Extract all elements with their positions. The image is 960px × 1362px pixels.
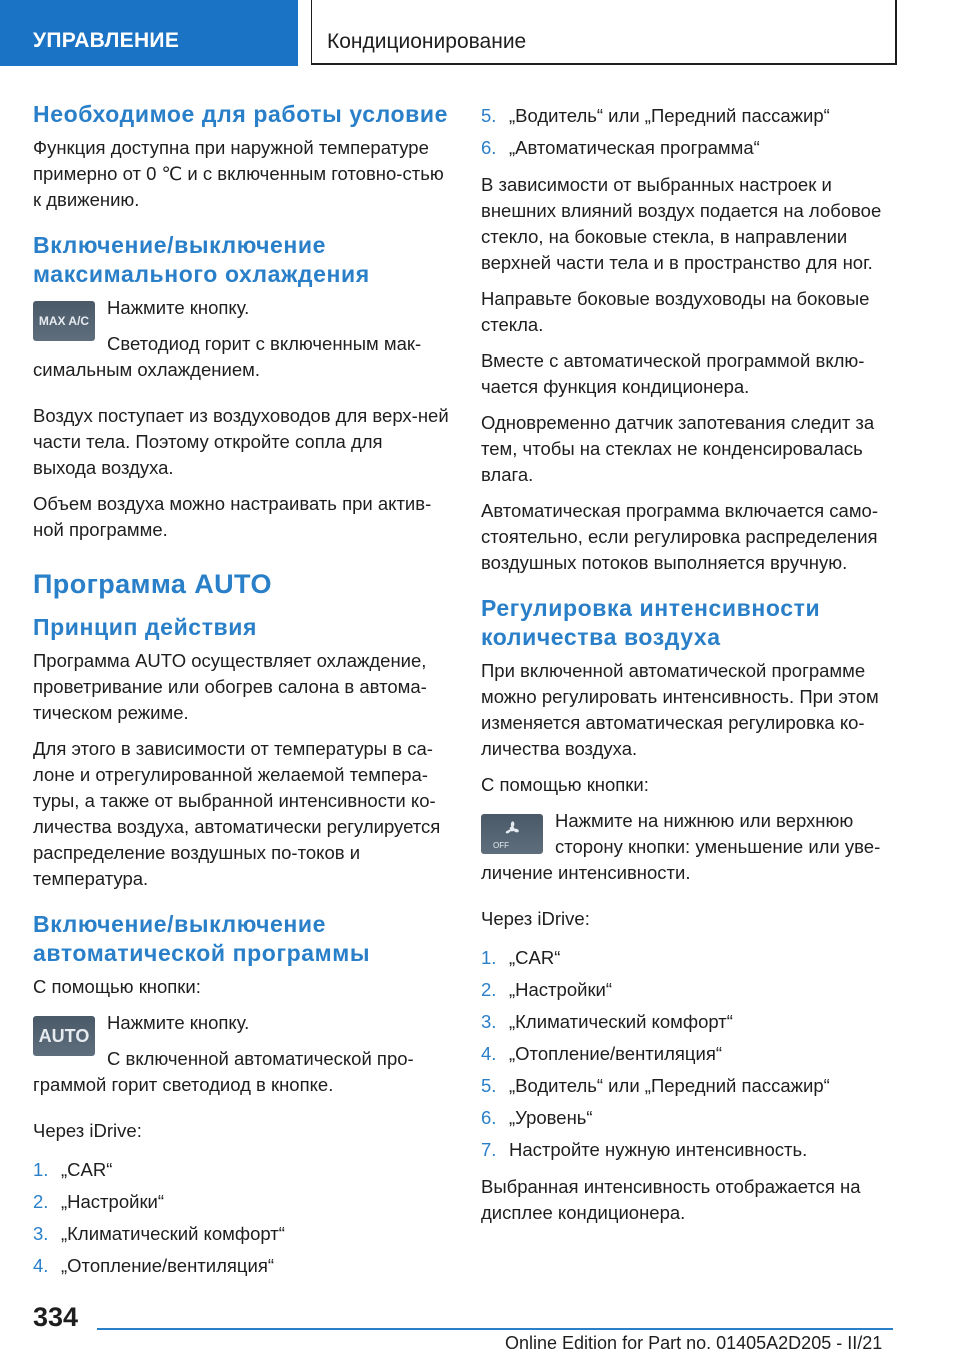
footer-edition: Online Edition for Part no. 01405A2D205 - II/21: [505, 1333, 883, 1353]
list-item: 1. „CAR“: [481, 947, 561, 968]
heading-auto-program: Программа AUTO: [33, 569, 272, 599]
left-column: [33, 100, 449, 1290]
paragraph-right-2: Направьте боковые воздуховоды на боковые стекла.: [481, 288, 870, 335]
paragraph-principle-1: Программа AUTO осуществляет охлаждение, проветривание или обогрев салона в автома-тическом режиме.: [33, 650, 427, 723]
max-ac-instruction: [33, 295, 449, 357]
list-item: 4. „Отопление/вентиляция“: [33, 1255, 275, 1276]
idrive-steps-continued: [481, 100, 897, 164]
list-item: 3. „Климатический комфорт“: [33, 1223, 285, 1244]
paragraph-right-1: В зависимости от выбранных настроек и внешних влияний воздух подается на лобовое стекло, на боковые стекла, в направлении верхней части тела и в пространство для ног.: [481, 174, 882, 273]
auto-led-text-cont: граммой горит светодиод в кнопке.: [33, 1074, 334, 1095]
list-item: 2. „Настройки“: [33, 1191, 165, 1212]
page-number: 334: [33, 1302, 79, 1332]
paragraph-volume: Объем воздуха можно настраивать при актив-ной программе.: [33, 493, 432, 540]
fan-press-text: Нажмите на нижнюю или верхнюю сторону кнопки: уменьшение или уве-: [555, 810, 881, 857]
list-item: 1. „CAR“: [33, 1159, 113, 1180]
fan-instruction: [481, 808, 897, 860]
heading-auto-onoff: Включение/выключение автоматической программы: [33, 911, 371, 966]
list-item: 5. „Водитель“ или „Передний пассажир“: [481, 1075, 830, 1096]
section-tab: [0, 0, 298, 66]
max-ac-press-text: Нажмите кнопку.: [107, 297, 250, 318]
auto-instruction: [33, 1010, 449, 1072]
idrive-steps-right: [481, 942, 897, 1166]
chapter-header: [311, 0, 897, 65]
fan-press-text-cont: личение интенсивности.: [481, 862, 691, 883]
heading-intensity: Регулировка интенсивности количества воздуха: [481, 595, 821, 650]
max-ac-button-icon: MAX A/C: [33, 301, 95, 341]
paragraph-condition: Функция доступна при наружной температуре примерно от 0 ℃ и с включенным готовно-стью к движению.: [33, 137, 444, 210]
heading-condition: Необходимое для работы условие: [33, 101, 449, 127]
footer-divider: [97, 1328, 893, 1330]
list-item: 6. „Автоматическая программа“: [481, 137, 760, 158]
list-item: 7. Настройте нужную интенсивность.: [481, 1139, 808, 1160]
idrive-steps-left: [33, 1154, 449, 1282]
paragraph-right-3: Вместе с автоматической программой вклю-чается функция кондиционера.: [481, 350, 865, 397]
heading-max-ac: Включение/выключение максимального охлаждения: [33, 232, 370, 287]
paragraph-principle-2: Для этого в зависимости от температуры в са-лоне и отрегулированной желаемой темпера-туры, а также от выбранной интенсивности ко-личества воздуха, автоматически регулируется распределение воздушных по-токов и температура.: [33, 738, 441, 889]
list-item: 3. „Климатический комфорт“: [481, 1011, 733, 1032]
section-title: УПРАВЛЕНИЕ: [33, 29, 180, 52]
paragraph-right-4: Одновременно датчик запотевания следит за тем, чтобы на стеклах не конденсировалась влага.: [481, 412, 875, 485]
chapter-title: Кондиционирование: [327, 30, 527, 53]
auto-button-icon: AUTO: [33, 1016, 95, 1056]
list-item: 4. „Отопление/вентиляция“: [481, 1043, 723, 1064]
heading-principle: Принцип действия: [33, 614, 258, 640]
paragraph-with-button-right: С помощью кнопки:: [481, 774, 649, 795]
list-item: 5. „Водитель“ или „Передний пассажир“: [481, 105, 830, 126]
max-ac-led-text: Светодиод горит с включенным мак-: [107, 333, 422, 354]
paragraph-right-5: Автоматическая программа включается само-стоятельно, если регулировка распределения воздушных потоков выполняется вручную.: [481, 500, 879, 573]
fan-icon: [490, 817, 534, 851]
auto-led-text: С включенной автоматической про-: [107, 1048, 414, 1069]
paragraph-intensity: При включенной автоматической программе можно регулировать интенсивность. При этом изменяется автоматическая регулировка ко-личества воздуха.: [481, 660, 879, 759]
list-item: 2. „Настройки“: [481, 979, 613, 1000]
max-ac-led-text-cont: симальным охлаждением.: [33, 359, 260, 380]
auto-press-text: Нажмите кнопку.: [107, 1012, 250, 1033]
paragraph-with-button: С помощью кнопки:: [33, 976, 201, 997]
svg-text:OFF: OFF: [493, 841, 509, 850]
list-item: 6. „Уровень“: [481, 1107, 593, 1128]
paragraph-airflow: Воздух поступает из воздуховодов для верх-ней части тела. Поэтому откройте сопла для выхода воздуха.: [33, 405, 449, 478]
right-column: [481, 100, 897, 1236]
paragraph-via-idrive-right: Через iDrive:: [481, 908, 590, 929]
fan-button-icon: [481, 814, 543, 854]
paragraph-via-idrive: Через iDrive:: [33, 1120, 142, 1141]
paragraph-result: Выбранная интенсивность отображается на дисплее кондиционера.: [481, 1176, 861, 1223]
